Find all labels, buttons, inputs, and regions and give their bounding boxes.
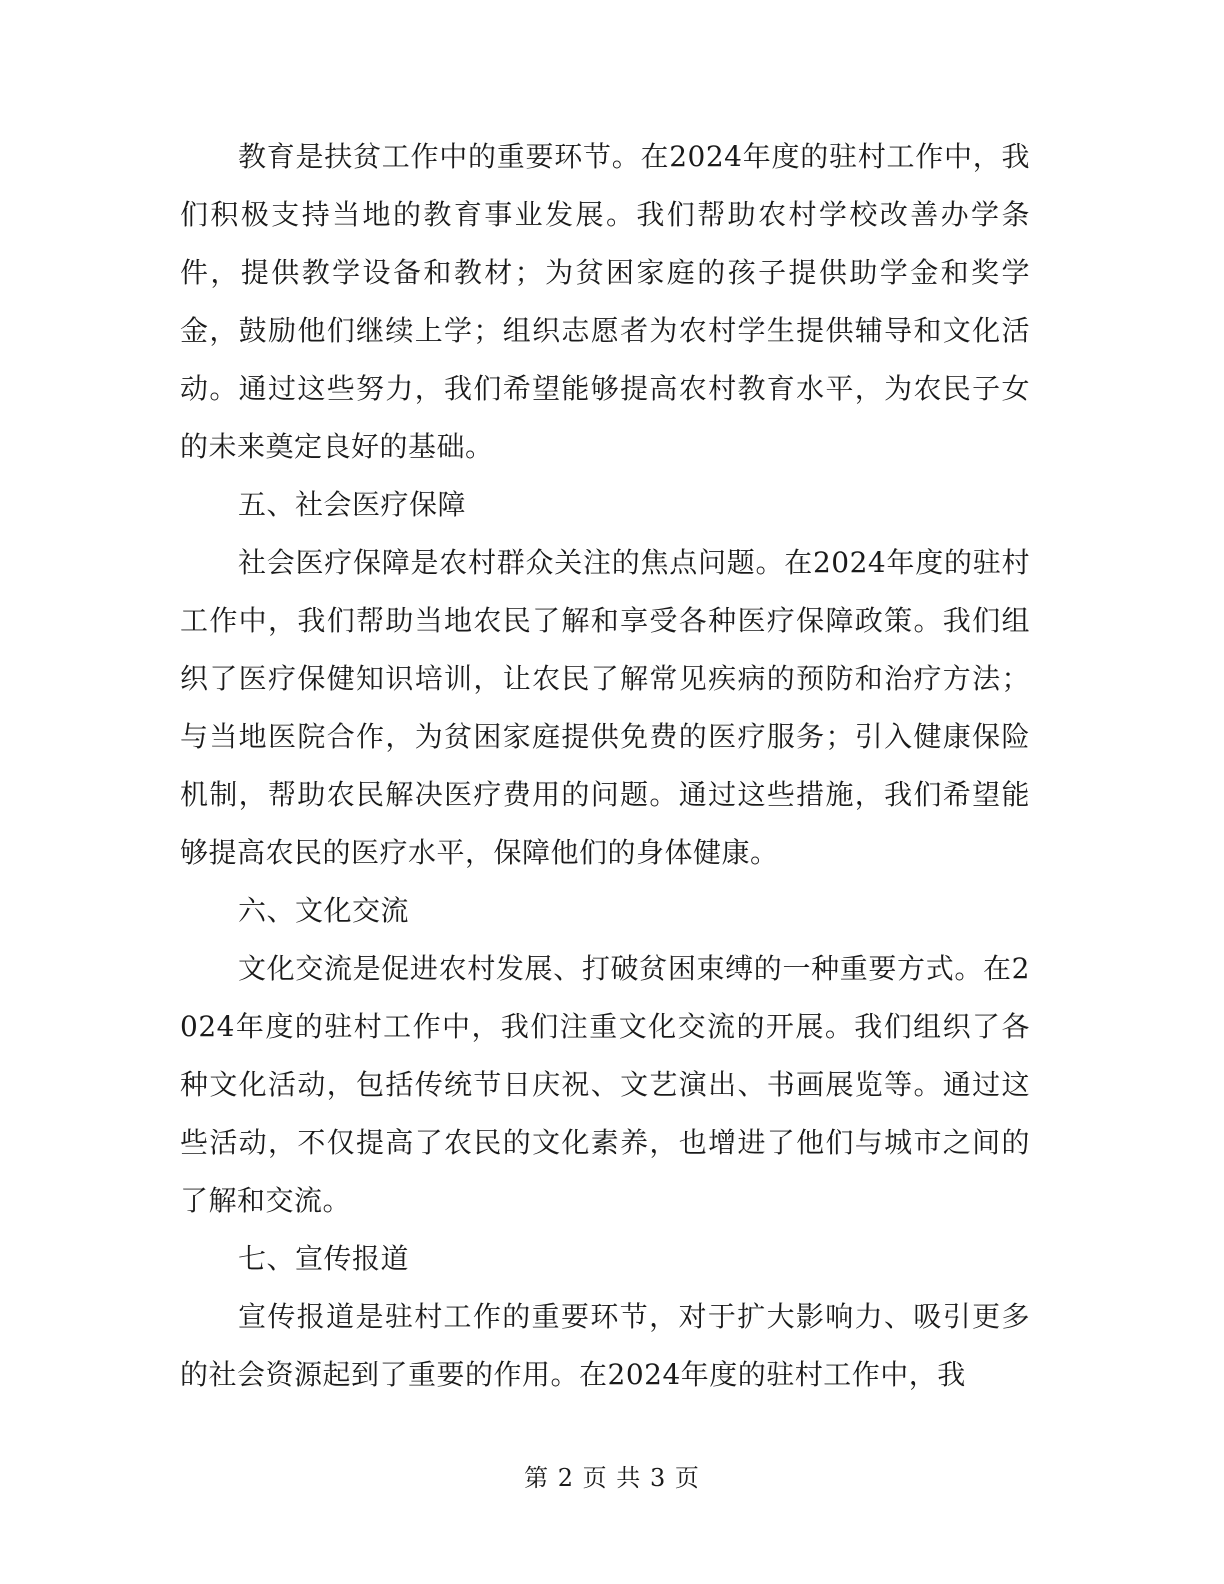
section-heading-medical: 五、社会医疗保障: [238, 488, 467, 521]
paragraph-medical: 社会医疗保障是农村群众关注的焦点问题。在2024年度的驻村工作中，我们帮助当地农民了解和享受各种医疗保障政策。我们组织了医疗保健知识培训，让农民了解常见疾病的预防和治疗方法；与当地医院合作，为贫困家庭提供免费的医疗服务；引入健康保险机制，帮助农民解决医疗费用的问题。通过这些措施，我们希望能够提高农民的医疗水平，保障他们的身体健康。: [180, 546, 1030, 869]
page-footer: 第 2 页 共 3 页: [524, 1464, 700, 1492]
paragraph-publicity: 宣传报道是驻村工作的重要环节，对于扩大影响力、吸引更多的社会资源起到了重要的作用。在2024年度的驻村工作中，我: [180, 1300, 1030, 1391]
document-body: [180, 128, 1030, 1404]
section-heading-publicity: 七、宣传报道: [238, 1242, 410, 1275]
section-heading-culture: 六、文化交流: [238, 894, 410, 927]
paragraph-education: 教育是扶贫工作中的重要环节。在2024年度的驻村工作中，我们积极支持当地的教育事业发展。我们帮助农村学校改善办学条件，提供教学设备和教材；为贫困家庭的孩子提供助学金和奖学金，鼓励他们继续上学；组织志愿者为农村学生提供辅导和文化活动。通过这些努力，我们希望能够提高农村教育水平，为农民子女的未来奠定良好的基础。: [180, 140, 1030, 463]
paragraph-culture: 文化交流是促进农村发展、打破贫困束缚的一种重要方式。在2024年度的驻村工作中，我们注重文化交流的开展。我们组织了各种文化活动，包括传统节日庆祝、文艺演出、书画展览等。通过这些活动，不仅提高了农民的文化素养，也增进了他们与城市之间的了解和交流。: [180, 952, 1030, 1217]
